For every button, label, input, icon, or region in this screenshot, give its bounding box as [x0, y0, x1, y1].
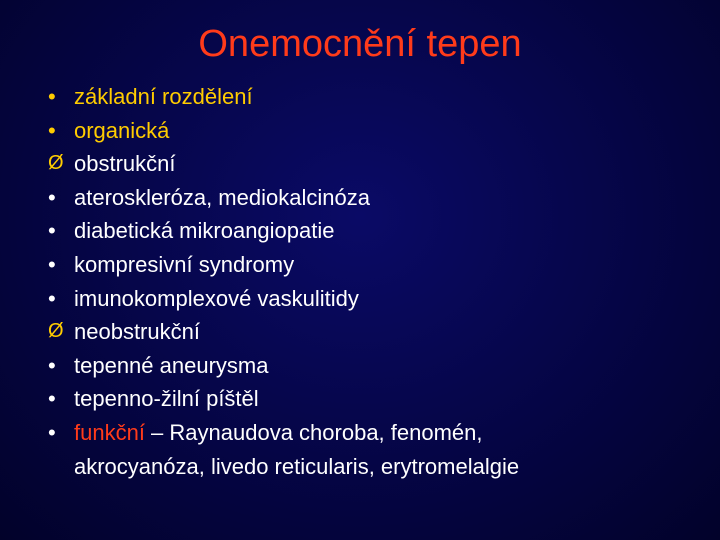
list-item [48, 315, 708, 349]
list-item-text-rest: – Raynaudova choroba, fenomén, [144, 419, 483, 445]
bullet-list [48, 80, 708, 483]
list-item-continuation: akrocyanóza, livedo reticularis, erytromelalgie [74, 453, 520, 479]
list-item [48, 349, 708, 383]
list-item-text: tepenné aneurysma [74, 352, 269, 378]
bullet-marker: • [48, 218, 56, 244]
list-item-text [74, 416, 519, 483]
list-item [48, 282, 708, 316]
list-item-text: tepenno-žilní píštěl [74, 386, 259, 412]
bullet-marker: • [48, 386, 56, 412]
list-item [48, 382, 708, 416]
list-item [48, 114, 708, 148]
highlight-term: funkční [74, 419, 145, 445]
list-item-text: základní rozdělení [74, 84, 253, 109]
bullet-marker: • [48, 419, 56, 445]
list-item [48, 147, 708, 181]
list-item-text: obstrukční [74, 151, 176, 177]
bullet-marker: • [48, 117, 56, 143]
list-item [48, 80, 708, 114]
list-item [48, 416, 708, 483]
list-item-text: ateroskleróza, mediokalcinóza [74, 184, 370, 210]
arrow-bullet-marker: Ø [48, 320, 64, 343]
bullet-marker: • [48, 184, 56, 210]
bullet-marker: • [48, 84, 56, 109]
list-item-text: kompresivní syndromy [74, 251, 295, 277]
arrow-bullet-marker: Ø [48, 152, 64, 175]
list-item [48, 248, 708, 282]
bullet-marker: • [48, 352, 56, 378]
list-item [48, 181, 708, 215]
list-item-text: imunokomplexové vaskulitidy [74, 285, 359, 311]
bullet-marker: • [48, 251, 56, 277]
list-item-text: neobstrukční [74, 319, 200, 345]
bullet-marker: • [48, 285, 56, 311]
slide-title: Onemocnění tepen [198, 23, 522, 65]
list-item [48, 214, 708, 248]
list-item-text: diabetická mikroangiopatie [74, 218, 335, 244]
list-item-text: organická [74, 117, 170, 143]
